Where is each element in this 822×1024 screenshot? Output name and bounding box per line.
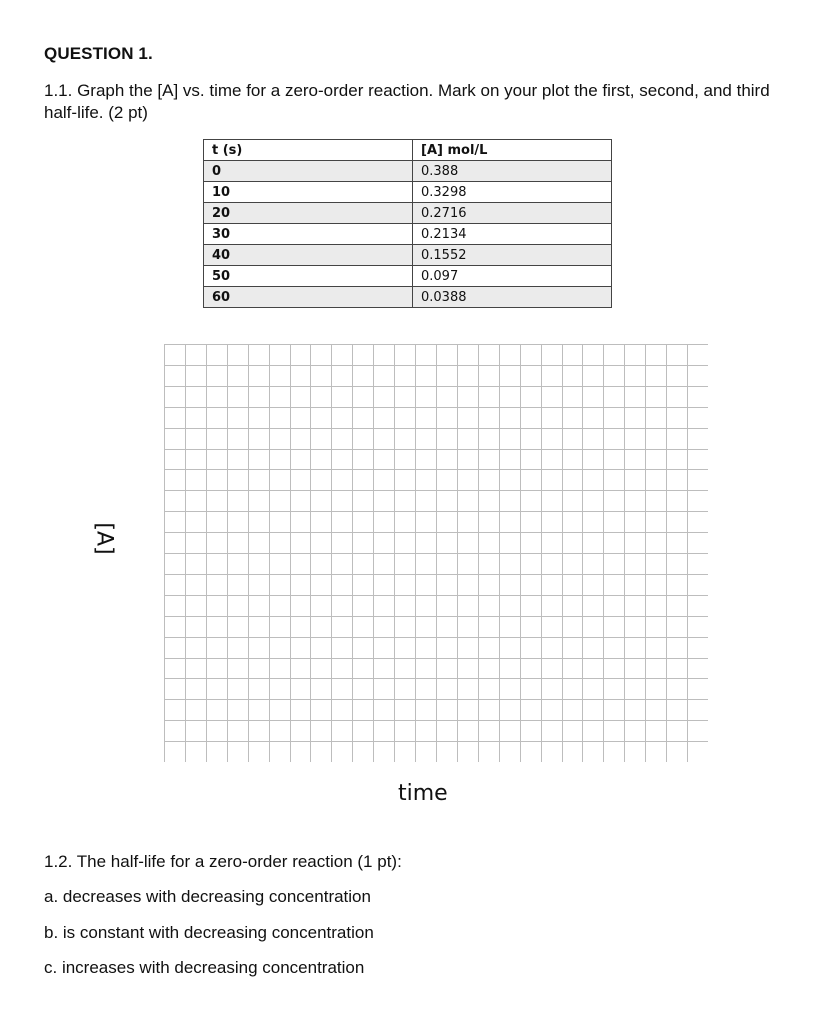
table-row (204, 203, 612, 224)
table-header-row (204, 140, 612, 161)
table-row (204, 245, 612, 266)
option-b: b. is constant with decreasing concentration (44, 923, 374, 942)
question-1-1-text: 1.1. Graph the [A] vs. time for a zero-order reaction. Mark on your plot the first, second, and third half-life. (2 pt) (44, 81, 770, 122)
x-axis-label: time (398, 781, 448, 806)
time-cell: 20 (204, 203, 413, 224)
header-concentration: [A] mol/L (413, 140, 612, 161)
concentration-cell: 0.3298 (413, 182, 612, 203)
option-a: a. decreases with decreasing concentration (44, 887, 371, 906)
concentration-cell: 0.097 (413, 266, 612, 287)
time-cell: 10 (204, 182, 413, 203)
table-row (204, 287, 612, 308)
concentration-cell: 0.2716 (413, 203, 612, 224)
time-cell: 50 (204, 266, 413, 287)
time-cell: 30 (204, 224, 413, 245)
question-title: QUESTION 1. (44, 44, 153, 63)
table-row (204, 161, 612, 182)
concentration-cell: 0.1552 (413, 245, 612, 266)
graph-paper-grid (164, 344, 708, 762)
question-1-2-prompt: 1.2. The half-life for a zero-order reaction (1 pt): (44, 852, 402, 871)
data-table (203, 139, 612, 308)
time-cell: 40 (204, 245, 413, 266)
table-row (204, 182, 612, 203)
time-cell: 60 (204, 287, 413, 308)
table-row (204, 266, 612, 287)
concentration-cell: 0.2134 (413, 224, 612, 245)
y-axis-label: [A] (91, 522, 117, 555)
header-time: t (s) (204, 140, 413, 161)
table-row (204, 224, 612, 245)
concentration-cell: 0.0388 (413, 287, 612, 308)
concentration-cell: 0.388 (413, 161, 612, 182)
time-cell: 0 (204, 161, 413, 182)
option-c: c. increases with decreasing concentration (44, 958, 365, 977)
